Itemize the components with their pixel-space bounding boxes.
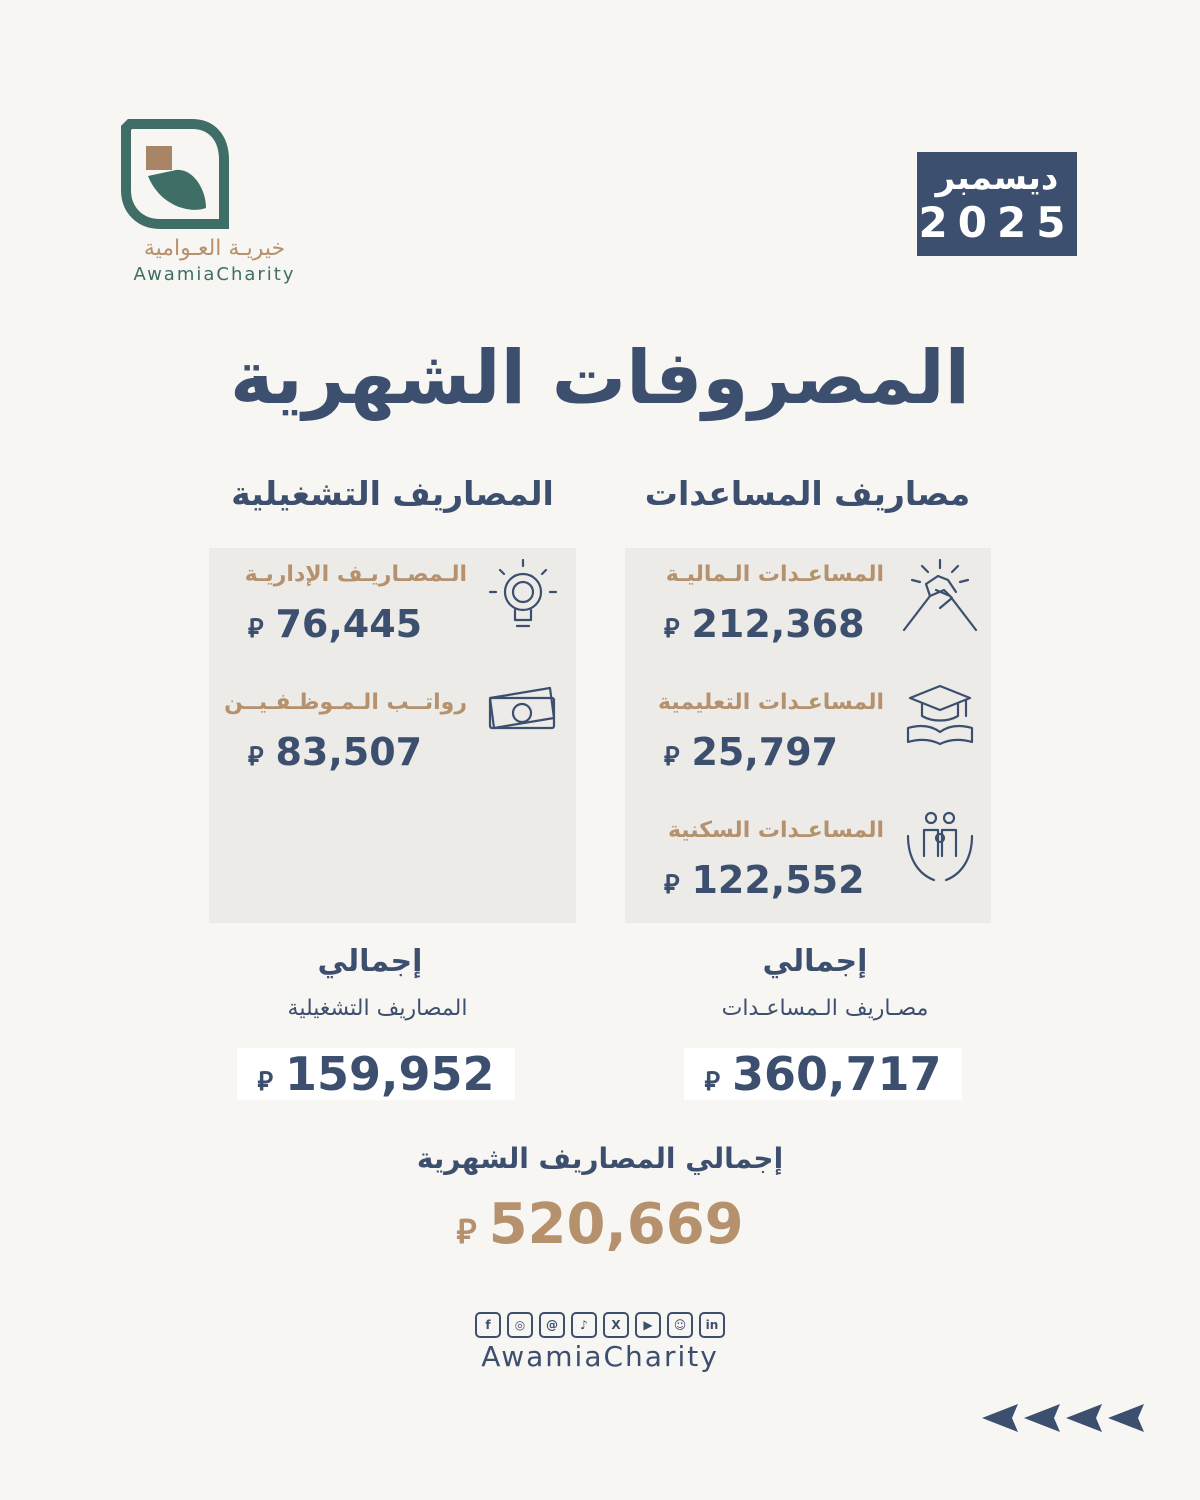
currency-icon: ⃁ <box>664 870 680 900</box>
linkedin-icon[interactable]: in <box>699 1312 725 1338</box>
operating-item-value: ⃁ 76,445 <box>248 602 423 646</box>
brand-name-en: AwamiaCharity <box>133 264 296 285</box>
chevrons-left-icon <box>978 1400 1148 1436</box>
currency-icon: ⃁ <box>664 742 680 772</box>
threads-icon[interactable]: @ <box>539 1312 565 1338</box>
banknote-icon <box>486 684 558 734</box>
lightbulb-icon <box>488 556 558 634</box>
currency-icon: ⃁ <box>456 1212 477 1252</box>
logo-mark-icon <box>120 118 230 230</box>
aid-total-value: ⃁ 360,717 <box>704 1047 942 1101</box>
grand-total-value: ⃁ 520,669 <box>456 1192 744 1257</box>
currency-icon: ⃁ <box>257 1067 273 1097</box>
aid-item-value: ⃁ 25,797 <box>664 730 839 774</box>
aid-item-value: ⃁ 122,552 <box>664 858 865 902</box>
operating-total-subtitle: المصاريف التشغيلية <box>287 996 468 1021</box>
aid-item-value: ⃁ 212,368 <box>664 602 865 646</box>
x-icon[interactable]: X <box>603 1312 629 1338</box>
currency-icon: ⃁ <box>248 614 264 644</box>
family-hands-icon <box>904 808 976 886</box>
operating-total-title: إجمالي <box>317 944 423 979</box>
instagram-icon[interactable]: ◎ <box>507 1312 533 1338</box>
aid-item-label: المساعـدات التعليمية <box>658 690 884 715</box>
currency-icon: ⃁ <box>248 742 264 772</box>
aid-total-title: إجمالي <box>762 944 868 979</box>
grand-total-title: إجمالي المصاريف الشهرية <box>416 1142 784 1175</box>
operating-total-value: ⃁ 159,952 <box>257 1047 495 1101</box>
social-links <box>475 1312 725 1338</box>
aid-item-label: المساعـدات الـماليـة <box>665 562 884 587</box>
date-year: 2025 <box>918 198 1076 247</box>
handshake-icon <box>900 556 980 636</box>
youtube-icon[interactable]: ▶ <box>635 1312 661 1338</box>
operating-heading: المصاريف التشغيلية <box>231 474 554 513</box>
brand-logo <box>112 118 322 298</box>
operating-total-box <box>237 1048 515 1100</box>
aid-total-box <box>684 1048 962 1100</box>
tiktok-icon[interactable]: ♪ <box>571 1312 597 1338</box>
aid-heading: مصاريف المساعدات <box>644 474 971 513</box>
currency-icon: ⃁ <box>664 614 680 644</box>
facebook-icon[interactable]: f <box>475 1312 501 1338</box>
graduation-book-icon <box>904 682 976 748</box>
snapchat-icon[interactable]: ☺ <box>667 1312 693 1338</box>
operating-item-label: رواتــب الـمـوظـفـيــن <box>224 690 467 715</box>
brand-name-ar: خيريـة العـوامية <box>143 236 286 261</box>
aid-total-subtitle: مصـاريف الـمساعـدات <box>721 996 929 1021</box>
currency-icon: ⃁ <box>704 1067 720 1097</box>
date-month: ديسمبر <box>935 158 1059 198</box>
social-handle: AwamiaCharity <box>481 1340 719 1373</box>
aid-item-label: المساعـدات السكنية <box>667 818 884 843</box>
operating-item-value: ⃁ 83,507 <box>248 730 423 774</box>
page-title: المصروفات الشهرية <box>229 335 971 421</box>
operating-item-label: الـمصـاريـف الإداريـة <box>244 562 467 587</box>
date-badge <box>917 152 1077 256</box>
